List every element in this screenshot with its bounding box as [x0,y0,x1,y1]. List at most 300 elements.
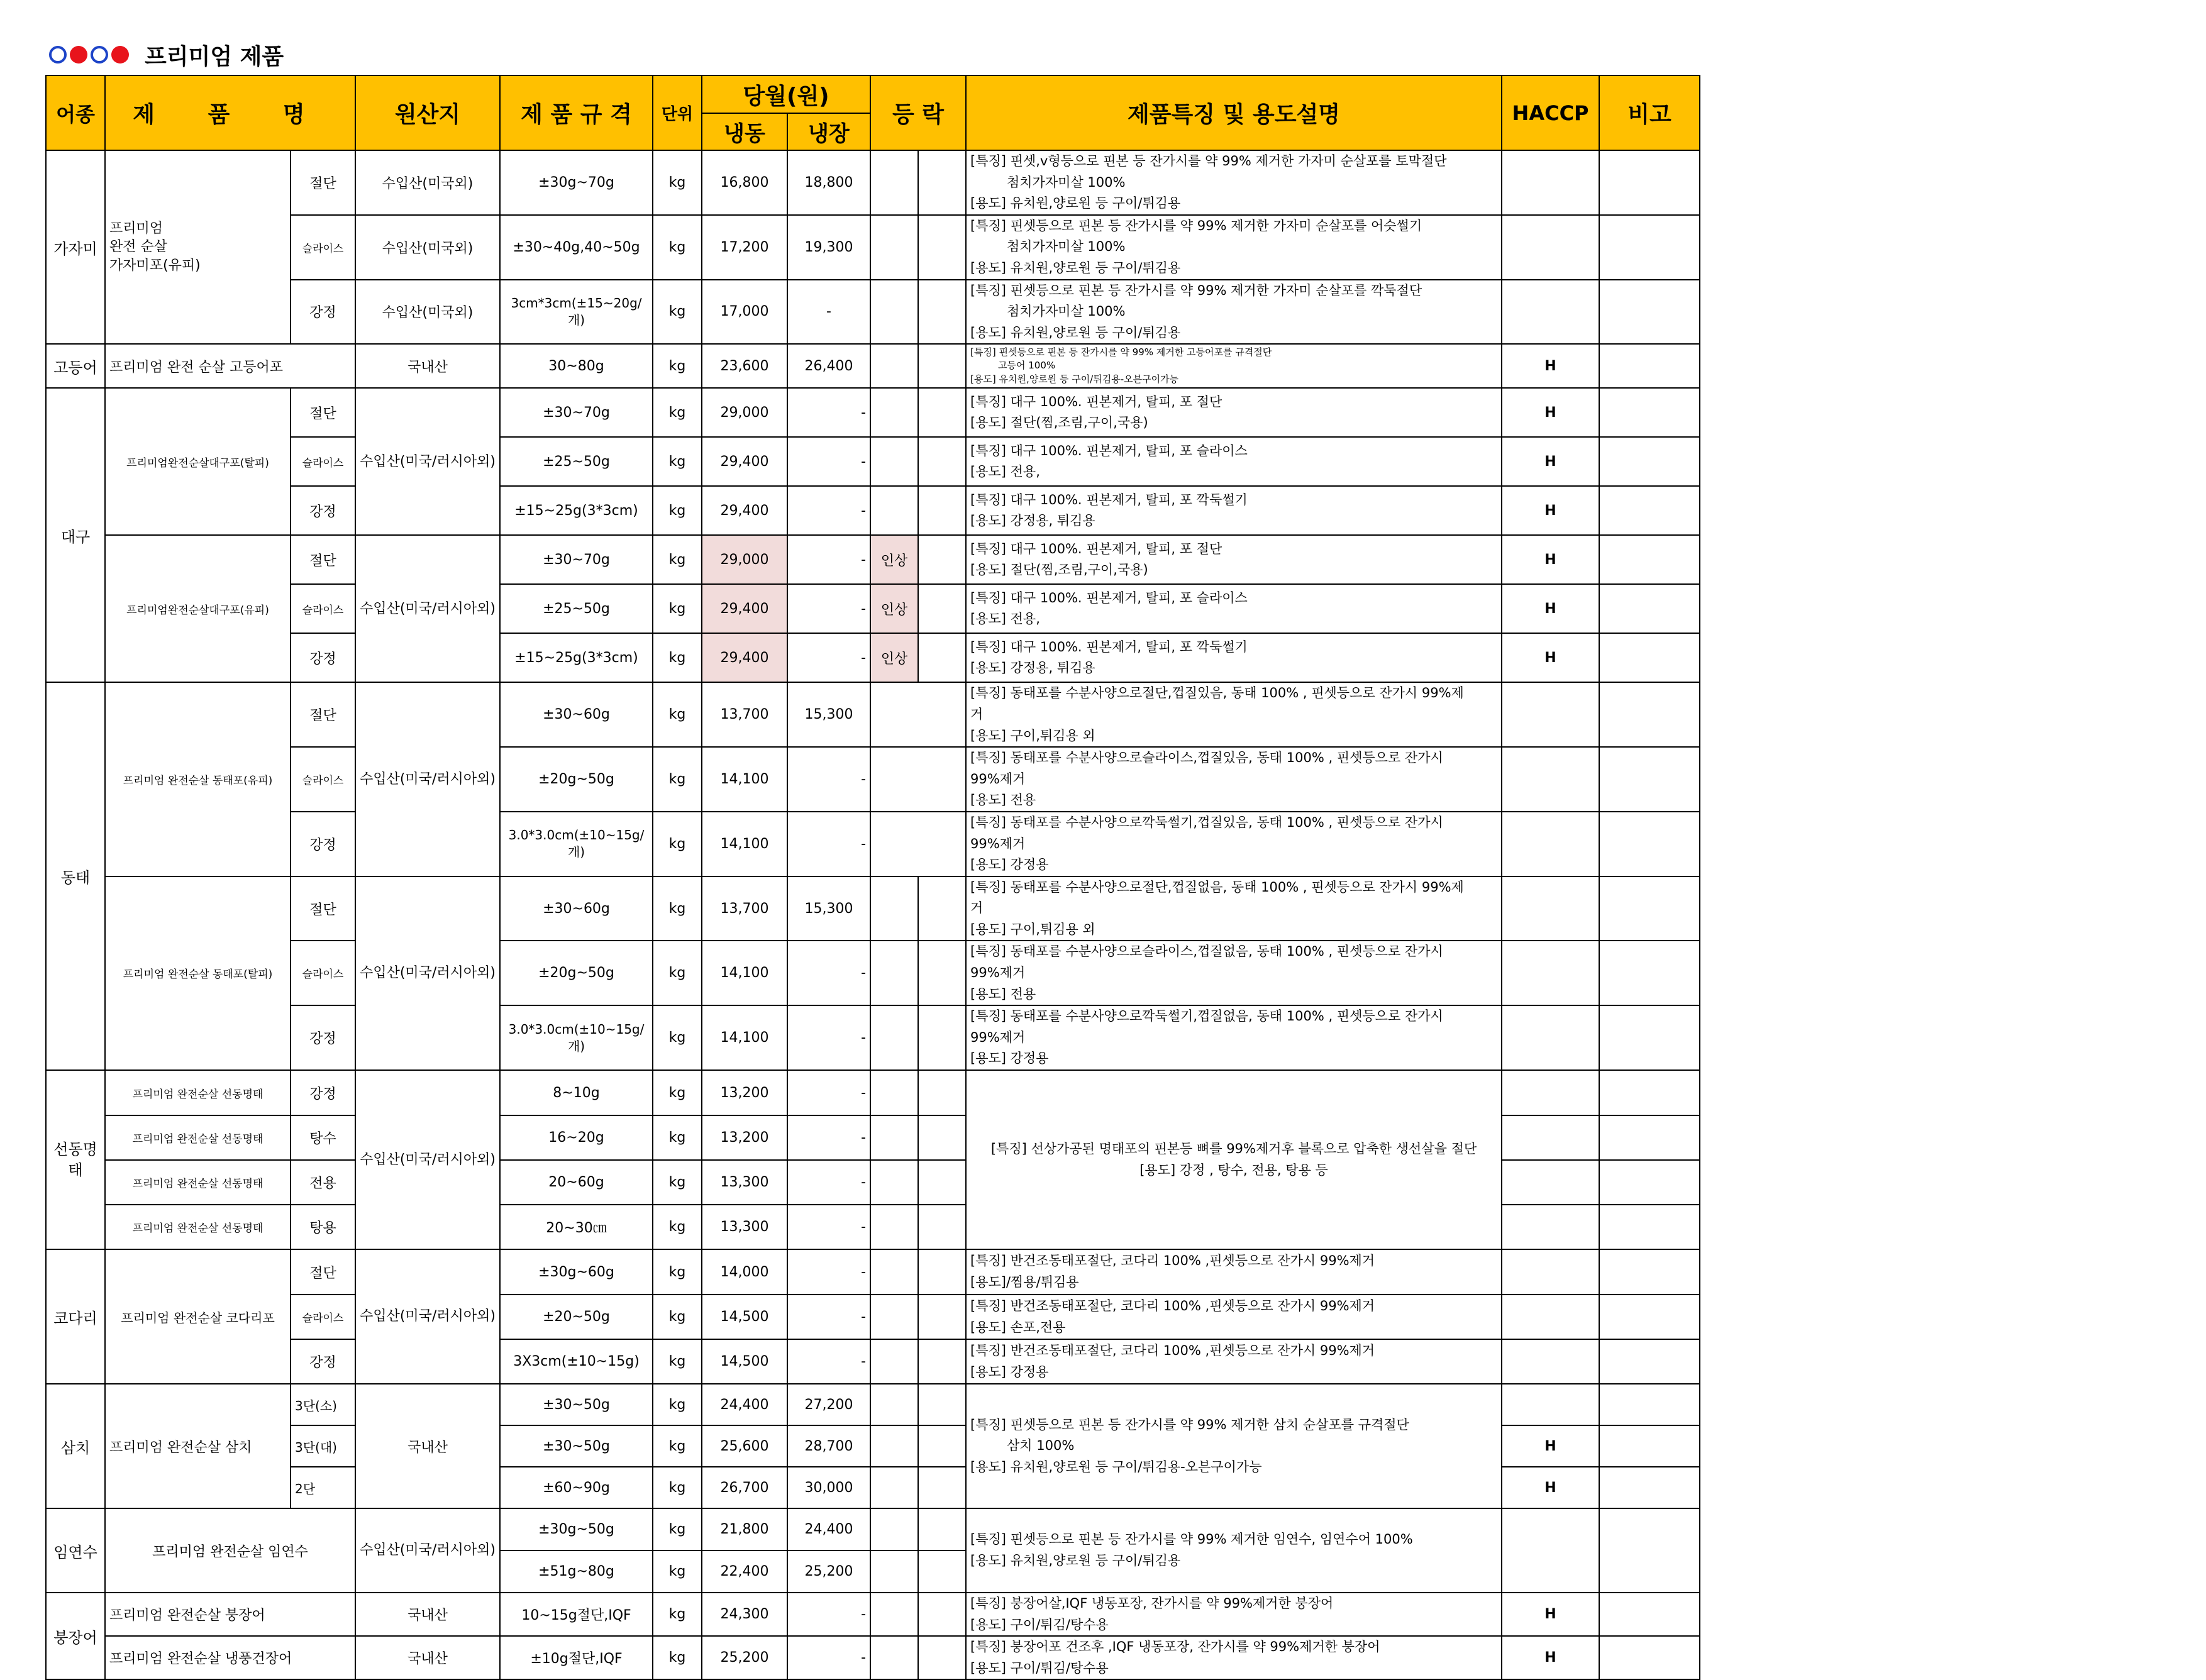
description-cell [966,1005,1502,1070]
change-cell [870,344,918,388]
description-line: [용도] 강정용 [970,1364,1049,1379]
product-name-cell [105,150,291,344]
description-line: [특징] 핀셋등으로 핀본 등 잔가시를 약 99% 제거한 임연수, 임연수어 100% [970,1532,1413,1547]
spec-cell: ±30~70g [500,535,653,584]
origin-cell: 수입산(미국외) [355,215,500,280]
note-cell [1599,1115,1700,1160]
frozen-price-cell: 14,500 [702,1339,787,1384]
unit-cell: kg [653,1384,702,1425]
product-name-cell: 프리미엄 완전순살 동태포(유피) [105,682,291,876]
description-cell [966,1593,1502,1636]
change-cell: 인상 [870,584,918,633]
header-unit: 단위 [653,75,702,150]
cut-cell: 슬라이스 [291,437,355,486]
table-row [46,1593,1700,1636]
header-description: 제품특징 및 용도설명 [966,75,1502,150]
change-cell [918,1249,966,1295]
description-line: [용도]/찜용/튀김용 [970,1274,1079,1290]
chilled-price-cell: - [787,388,870,437]
product-name-cell: 프리미엄 완전순살 선동명태 [105,1115,291,1160]
unit-cell: kg [653,280,702,345]
haccp-cell: H [1502,535,1599,584]
frozen-price-cell: 14,100 [702,812,787,876]
cut-cell: 강정 [291,1070,355,1115]
change-cell [870,941,918,1005]
unit-cell: kg [653,682,702,747]
cut-cell: 절단 [291,876,355,941]
description-cell [966,1508,1502,1593]
chilled-price-cell: 24,400 [787,1508,870,1550]
description-line: [특징] 반건조동태포절단, 코다리 100% ,핀셋등으로 잔가시 99%제거 [970,1298,1375,1313]
description-cell [966,1339,1502,1384]
table-row [46,388,1700,437]
product-name-cell: 프리미엄 완전순살 냉풍건장어 [105,1636,355,1679]
header-haccp: HACCP [1502,75,1599,150]
description-line: [용도] 손포,전용 [970,1319,1066,1335]
description-cell [966,388,1502,437]
product-name-cell: 프리미엄 완전순살 코다리포 [105,1249,291,1384]
spec-cell: 30~80g [500,344,653,388]
chilled-price-cell: - [787,812,870,876]
cut-cell: 슬라이스 [291,215,355,280]
frozen-price-cell: 13,700 [702,682,787,747]
description-line: [특징] 선상가공된 명태포의 핀본등 뼈를 99%제거후 블록으로 압축한 생선살을 절단 [990,1141,1477,1156]
description-line: [용도] 구이,튀김용 외 [970,921,1095,937]
chilled-price-cell: - [787,1205,870,1249]
haccp-cell: H [1502,1467,1599,1508]
chilled-price-cell: - [787,280,870,345]
origin-cell: 수입산(미국/러시아외) [355,1508,500,1593]
change-cell [918,584,966,633]
frozen-price-cell: 24,300 [702,1593,787,1636]
species-cell: 동태 [46,682,105,1070]
cut-cell: 강정 [291,280,355,345]
frozen-price-cell: 14,100 [702,1005,787,1070]
note-cell [1599,633,1700,682]
change-cell [870,1295,918,1339]
species-cell: 삼치 [46,1384,105,1508]
chilled-price-cell: 28,700 [787,1425,870,1467]
table-row [46,150,1700,215]
table-row [46,1339,1700,1384]
chilled-price-cell: - [787,747,870,812]
unit-cell: kg [653,584,702,633]
change-cell [918,388,966,437]
note-cell [1599,1636,1700,1679]
change-cell [918,941,966,1005]
change-cell [918,280,966,345]
chilled-price-cell: 18,800 [787,150,870,215]
unit-cell: kg [653,876,702,941]
haccp-cell [1502,280,1599,345]
description-line: [특징] 붕장어살,IQF 냉동포장, 잔가시를 약 99%제거한 붕장어 [970,1596,1334,1611]
change-cell [918,1550,966,1593]
cut-cell: 강정 [291,633,355,682]
chilled-price-cell: - [787,1593,870,1636]
header-spec: 제 품 규 격 [500,75,653,150]
unit-cell: kg [653,535,702,584]
spec-cell: ±30~60g [500,876,653,941]
haccp-cell [1502,1070,1599,1115]
spec-cell: ±60~90g [500,1467,653,1508]
description-line: [특징] 핀셋,v형등으로 핀본 등 잔가시를 약 99% 제거한 가자미 순살포를 토막절단 [970,153,1447,169]
description-line: [용도] 전용 [970,792,1036,808]
change-cell [918,1295,966,1339]
haccp-cell: H [1502,388,1599,437]
spec-cell: ±30g~70g [500,150,653,215]
product-name-line: 가자미포(유피) [109,258,201,274]
change-cell [870,1593,918,1636]
table-row [46,633,1700,682]
description-line: [용도] 전용, [970,611,1040,627]
table-row [46,486,1700,535]
note-cell [1599,941,1700,1005]
haccp-cell [1502,876,1599,941]
spec-cell: 3.0*3.0cm(±10~15g/개) [500,812,653,876]
frozen-price-cell: 23,600 [702,344,787,388]
description-cell [966,344,1502,388]
note-cell [1599,150,1700,215]
red-dot-icon [111,46,129,64]
haccp-cell: H [1502,486,1599,535]
change-cell [870,1005,918,1070]
description-line: [특징] 핀셋등으로 핀본 등 잔가시를 약 99% 제거한 가자미 순살포를 깍둑절단 [970,282,1422,298]
description-line: [용도] 유치원,양로원 등 구이/튀김용 [970,196,1181,211]
table-row [46,1636,1700,1679]
note-cell [1599,1160,1700,1205]
species-cell: 코다리 [46,1249,105,1384]
spec-cell: ±30~60g [500,682,653,747]
description-line: 99%제거 [970,965,1026,981]
note-cell [1599,215,1700,280]
table-row [46,1005,1700,1070]
frozen-price-cell: 17,200 [702,215,787,280]
cut-cell: 전용 [291,1160,355,1205]
cut-cell: 강정 [291,812,355,876]
product-name-cell: 프리미엄 완전순살 동태포(탈피) [105,876,291,1070]
note-cell [1599,1384,1700,1425]
description-line: 첨치가자미살 100% [1007,239,1126,255]
description-line: [용도] 유치원,양로원 등 구이/튀김용 [970,1553,1181,1569]
note-cell [1599,1070,1700,1115]
frozen-price-cell: 14,000 [702,1249,787,1295]
origin-cell: 수입산(미국/러시아외) [355,1070,500,1249]
chilled-price-cell: 26,400 [787,344,870,388]
note-cell [1599,1593,1700,1636]
unit-cell: kg [653,1115,702,1160]
red-dot-icon [70,46,87,64]
haccp-cell [1502,1508,1599,1593]
description-line: [용도] 유치원,양로원 등 구이/튀김용-오븐구이가능 [970,373,1179,385]
description-line: [특징] 붕장어포 건조후 ,IQF 냉동포장, 잔가시를 약 99%제거한 붕장어 [970,1639,1380,1655]
change-cell [870,1508,918,1550]
product-name-cell: 프리미엄완전순살대구포(탈피) [105,388,291,535]
cut-cell: 슬라이스 [291,941,355,1005]
frozen-price-cell: 29,000 [702,388,787,437]
change-cell [870,876,918,941]
change-cell [918,1593,966,1636]
description-cell [966,1636,1502,1679]
product-name-cell: 프리미엄완전순살대구포(유피) [105,535,291,682]
table-row [46,1249,1700,1295]
change-cell [870,215,918,280]
note-cell [1599,1508,1700,1593]
note-cell [1599,486,1700,535]
header-price: 당월(원) [702,75,870,113]
change-cell [918,1384,966,1425]
unit-cell: kg [653,1339,702,1384]
description-line: [용도] 강정용 [970,857,1049,873]
header-frozen: 냉동 [702,113,787,150]
change-cell [918,1508,966,1550]
description-line: [특징] 동태포를 수분사양으로슬라이스,껍질없음, 동태 100% , 핀셋등으로 잔가시 [970,944,1443,959]
change-cell [918,1467,966,1508]
table-row [46,584,1700,633]
product-name-cell: 프리미엄 완전순살 임연수 [105,1508,355,1593]
table-row [46,1508,1700,1550]
change-cell [918,1425,966,1467]
frozen-price-cell: 13,300 [702,1205,787,1249]
table-row [46,1070,1700,1115]
chilled-price-cell: - [787,941,870,1005]
description-cell [966,1384,1502,1508]
product-name-cell: 프리미엄 완전순살 붕장어 [105,1593,355,1636]
description-line: [특징] 대구 100%. 핀본제거, 탈피, 포 슬라이스 [970,590,1248,605]
note-cell [1599,437,1700,486]
description-line: [특징] 대구 100%. 핀본제거, 탈피, 포 절단 [970,541,1222,556]
frozen-price-cell: 29,400 [702,584,787,633]
description-line: [특징] 동태포를 수분사양으로깍둑썰기,껍질없음, 동태 100% , 핀셋등으로 잔가시 [970,1009,1443,1024]
note-cell [1599,388,1700,437]
haccp-cell: H [1502,584,1599,633]
table-row [46,747,1700,812]
description-line: [용도] 전용, [970,464,1040,480]
haccp-cell [1502,747,1599,812]
haccp-cell [1502,215,1599,280]
cut-cell: 강정 [291,1339,355,1384]
frozen-price-cell: 25,200 [702,1636,787,1679]
header-note: 비고 [1599,75,1700,150]
unit-cell: kg [653,1295,702,1339]
product-name-cell: 프리미엄 완전순살 삼치 [105,1384,291,1508]
table-row [46,215,1700,280]
description-line: [특징] 핀셋등으로 핀본 등 잔가시를 약 99% 제거한 고등어포를 규격절단 [970,346,1272,358]
cut-cell: 강정 [291,1005,355,1070]
note-cell [1599,1005,1700,1070]
description-line: 첨치가자미살 100% [1007,174,1126,190]
header-species: 어종 [46,75,105,150]
chilled-price-cell: 30,000 [787,1467,870,1508]
product-name-line: 프리미엄 [109,220,164,236]
description-line: [특징] 동태포를 수분사양으로절단,껍질있음, 동태 100% , 핀셋등으로 잔가시 99%제 [970,685,1464,701]
origin-cell: 수입산(미국외) [355,150,500,215]
unit-cell: kg [653,1467,702,1508]
spec-cell: 20~30㎝ [500,1205,653,1249]
chilled-price-cell: - [787,1636,870,1679]
species-cell: 고등어 [46,344,105,388]
header-chilled: 냉장 [787,113,870,150]
haccp-cell [1502,1249,1599,1295]
table-row [46,682,1700,747]
table-row [46,344,1700,388]
haccp-cell: H [1502,633,1599,682]
chilled-price-cell: 27,200 [787,1384,870,1425]
unit-cell: kg [653,437,702,486]
spec-cell: ±51g~80g [500,1550,653,1593]
description-line: [특징] 동태포를 수분사양으로슬라이스,껍질있음, 동태 100% , 핀셋등으로 잔가시 [970,750,1443,766]
origin-cell: 수입산(미국/러시아외) [355,388,500,535]
unit-cell: kg [653,633,702,682]
description-line: [용도] 강정 , 탕수, 전용, 탕용 등 [1139,1162,1328,1178]
spec-cell: ±25~50g [500,584,653,633]
frozen-price-cell: 29,400 [702,486,787,535]
description-line: 99%제거 [970,771,1026,787]
change-cell [870,747,966,812]
table-row [46,280,1700,345]
unit-cell: kg [653,1205,702,1249]
spec-cell: ±20g~50g [500,941,653,1005]
cut-cell: 절단 [291,150,355,215]
spec-cell: 3.0*3.0cm(±10~15g/개) [500,1005,653,1070]
species-cell: 가자미 [46,150,105,344]
haccp-cell [1502,1339,1599,1384]
unit-cell: kg [653,1160,702,1205]
unit-cell: kg [653,1070,702,1115]
page-title: 프리미엄 제품 [145,43,284,70]
cut-cell: 절단 [291,388,355,437]
change-cell [870,1160,918,1205]
spec-cell: ±10g절단,IQF [500,1636,653,1679]
chilled-price-cell: 19,300 [787,215,870,280]
unit-cell: kg [653,941,702,1005]
description-line: [용도] 구이,튀김용 외 [970,727,1095,743]
description-cell [966,150,1502,215]
unit-cell: kg [653,1636,702,1679]
note-cell [1599,812,1700,876]
change-cell: 인상 [870,535,918,584]
spec-cell: ±30~70g [500,388,653,437]
description-line: [특징] 반건조동태포절단, 코다리 100% ,핀셋등으로 잔가시 99%제거 [970,1342,1375,1358]
note-cell [1599,876,1700,941]
frozen-price-cell: 24,400 [702,1384,787,1425]
description-cell [966,812,1502,876]
chilled-price-cell: 25,200 [787,1550,870,1593]
cut-cell: 강정 [291,486,355,535]
chilled-price-cell: - [787,1005,870,1070]
cut-cell: 절단 [291,682,355,747]
description-line: 99%제거 [970,836,1026,851]
frozen-price-cell: 17,000 [702,280,787,345]
haccp-cell: H [1502,1593,1599,1636]
header-origin: 원산지 [355,75,500,150]
blue-ring-icon [49,46,67,64]
change-cell [918,1005,966,1070]
description-line: 첨치가자미살 100% [1007,304,1126,319]
change-cell [918,1205,966,1249]
description-line: [용도] 구이/튀김/탕수용 [970,1616,1109,1632]
description-line: [특징] 대구 100%. 핀본제거, 탈피, 포 깍둑썰기 [970,639,1248,655]
unit-cell: kg [653,1508,702,1550]
description-line: [특징] 동태포를 수분사양으로절단,껍질없음, 동태 100% , 핀셋등으로 잔가시 99%제 [970,879,1464,895]
change-cell [870,1249,918,1295]
change-cell [870,1636,918,1679]
species-cell: 붕장어 [46,1593,105,1679]
frozen-price-cell: 29,000 [702,535,787,584]
haccp-cell: H [1502,1425,1599,1467]
change-cell [870,1115,918,1160]
haccp-cell [1502,1205,1599,1249]
cut-cell: 슬라이스 [291,1295,355,1339]
description-line: 99%제거 [970,1029,1026,1045]
description-line: [특징] 반건조동태포절단, 코다리 100% ,핀셋등으로 잔가시 99%제거 [970,1253,1375,1269]
table-row [46,535,1700,584]
origin-cell: 수입산(미국외) [355,280,500,345]
description-line: [용도] 절단(찜,조림,구이,국용) [970,415,1148,431]
spec-cell: 10~15g절단,IQF [500,1593,653,1636]
spec-cell: ±30~50g [500,1384,653,1425]
chilled-price-cell: - [787,1249,870,1295]
unit-cell: kg [653,215,702,280]
description-cell [966,215,1502,280]
description-cell [966,1070,1502,1249]
unit-cell: kg [653,344,702,388]
description-line: [용도] 강정용, 튀김용 [970,660,1095,676]
description-cell [966,747,1502,812]
origin-cell: 수입산(미국/러시아외) [355,682,500,876]
chilled-price-cell: - [787,1160,870,1205]
table-row [46,941,1700,1005]
change-cell [870,280,918,345]
haccp-cell [1502,1005,1599,1070]
change-cell [870,1070,918,1115]
change-cell [870,388,918,437]
chilled-price-cell: 15,300 [787,876,870,941]
change-cell [870,1425,918,1467]
description-line: [특징] 핀셋등으로 핀본 등 잔가시를 약 99% 제거한 삼치 순살포를 규격절단 [970,1417,1409,1432]
product-name-cell: 프리미엄 완전 순살 고등어포 [105,344,355,388]
table-row [46,1384,1700,1425]
origin-cell: 국내산 [355,1593,500,1636]
species-cell: 대구 [46,388,105,682]
unit-cell: kg [653,1425,702,1467]
change-cell [918,215,966,280]
haccp-cell [1502,941,1599,1005]
description-line: [용도] 강정용, 튀김용 [970,513,1095,529]
haccp-cell [1502,812,1599,876]
change-cell [918,437,966,486]
unit-cell: kg [653,747,702,812]
frozen-price-cell: 13,200 [702,1115,787,1160]
unit-cell: kg [653,1550,702,1593]
note-cell [1599,1249,1700,1295]
chilled-price-cell: - [787,486,870,535]
haccp-cell: H [1502,437,1599,486]
header-product: 제 품 명 [105,75,355,150]
spec-cell: ±20~50g [500,1295,653,1339]
product-name-cell: 프리미엄 완전순살 선동명태 [105,1070,291,1115]
change-cell: 인상 [870,633,918,682]
origin-cell: 수입산(미국/러시아외) [355,535,500,682]
change-cell [870,1550,918,1593]
change-cell [918,633,966,682]
note-cell [1599,1339,1700,1384]
description-line: [용도] 강정용 [970,1051,1049,1066]
origin-cell: 수입산(미국/러시아외) [355,1249,500,1384]
origin-cell: 국내산 [355,344,500,388]
frozen-price-cell: 25,600 [702,1425,787,1467]
frozen-price-cell: 21,800 [702,1508,787,1550]
frozen-price-cell: 13,300 [702,1160,787,1205]
